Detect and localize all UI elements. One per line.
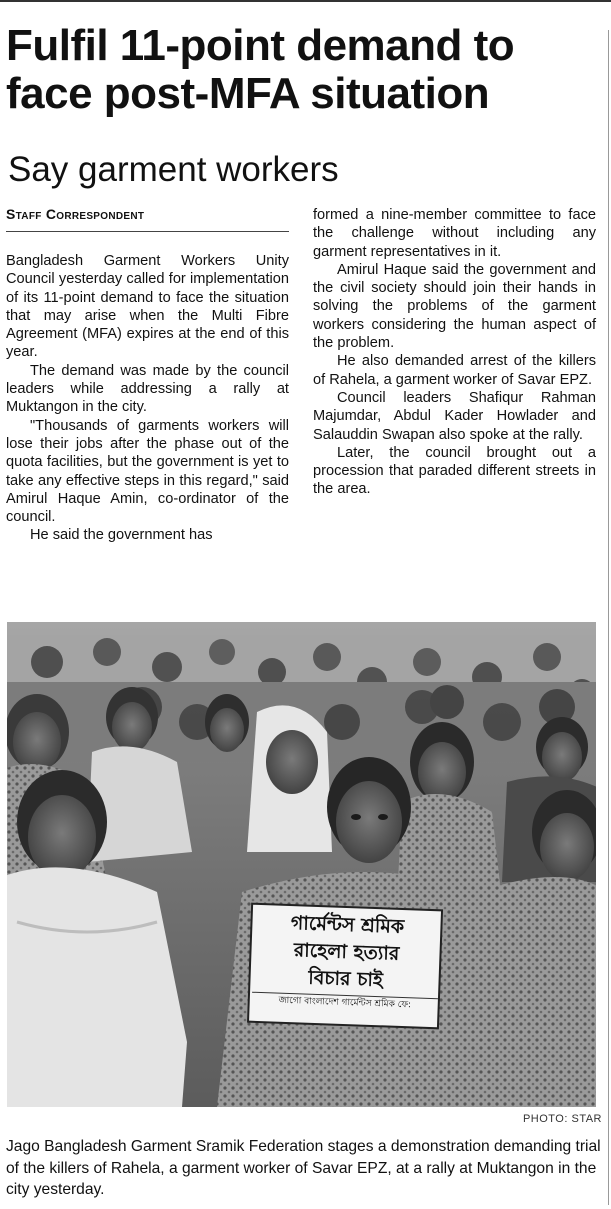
placard-line: বিচার চাই xyxy=(308,966,384,992)
placard-line: গার্মেন্টস শ্রমিক xyxy=(290,912,405,938)
photo-credit: PHOTO: STAR xyxy=(522,1113,602,1125)
paragraph: Council leaders Shafiqur Rahman Majumdar, Abdul Kader Howlader and Salauddin Swapan also spoke at the rally. xyxy=(313,389,596,443)
paragraph: He also demanded arrest of the killers of Rahela, a garment worker of Savar EPZ. xyxy=(313,353,596,388)
paragraph: Later, the council brought out a procession that paraded different streets in the area. xyxy=(313,444,596,498)
byline: Staff Correspondent xyxy=(6,206,145,222)
paragraph: Amirul Haque said the government and the civil society should join their hands in solving the problems of the garment workers considering the human aspect of the problem. xyxy=(313,261,596,352)
paragraph: "Thousands of garments workers will lose their jobs after the phase out of the quota facilities, but the government is yet to take any effective steps in this regard," said Amirul Haque Amin, co-ordinator of the council. xyxy=(6,417,289,526)
photo-caption: Jago Bangladesh Garment Sramik Federation stages a demonstration demanding trial of the killers of Rahela, a garment worker of Savar EPZ, at a rally at Muktangon in the city yesterday. xyxy=(6,1138,601,1198)
headline: Fulfil 11-point demand to face post-MFA situation xyxy=(6,21,515,118)
column-rule xyxy=(608,30,609,1205)
paragraph: formed a nine-member committee to face the challenge without including any garment representatives in it. xyxy=(313,207,596,260)
article-column-1 xyxy=(6,252,289,545)
byline-rule xyxy=(6,231,289,232)
placard-text xyxy=(251,909,441,1027)
top-rule xyxy=(0,0,611,2)
paragraph: Bangladesh Garment Workers Unity Council yesterday called for implementation of its 11-point demand to face the situation that may arise when the Multi Fibre Agreement (MFA) expires at the end of this year. xyxy=(6,253,289,361)
article-column-2 xyxy=(313,206,596,499)
subheadline: Say garment workers xyxy=(8,150,339,189)
placard-line: রাহেলা হত্যার xyxy=(293,939,400,965)
placard-footer: জাগো বাংলাদেশ গার্মেন্টস শ্রমিক ফে: xyxy=(252,992,438,1013)
paragraph: He said the government has xyxy=(30,527,213,544)
paragraph: The demand was made by the council leaders while addressing a rally at Muktangon in the city. xyxy=(6,362,289,416)
news-photo xyxy=(7,622,596,1107)
